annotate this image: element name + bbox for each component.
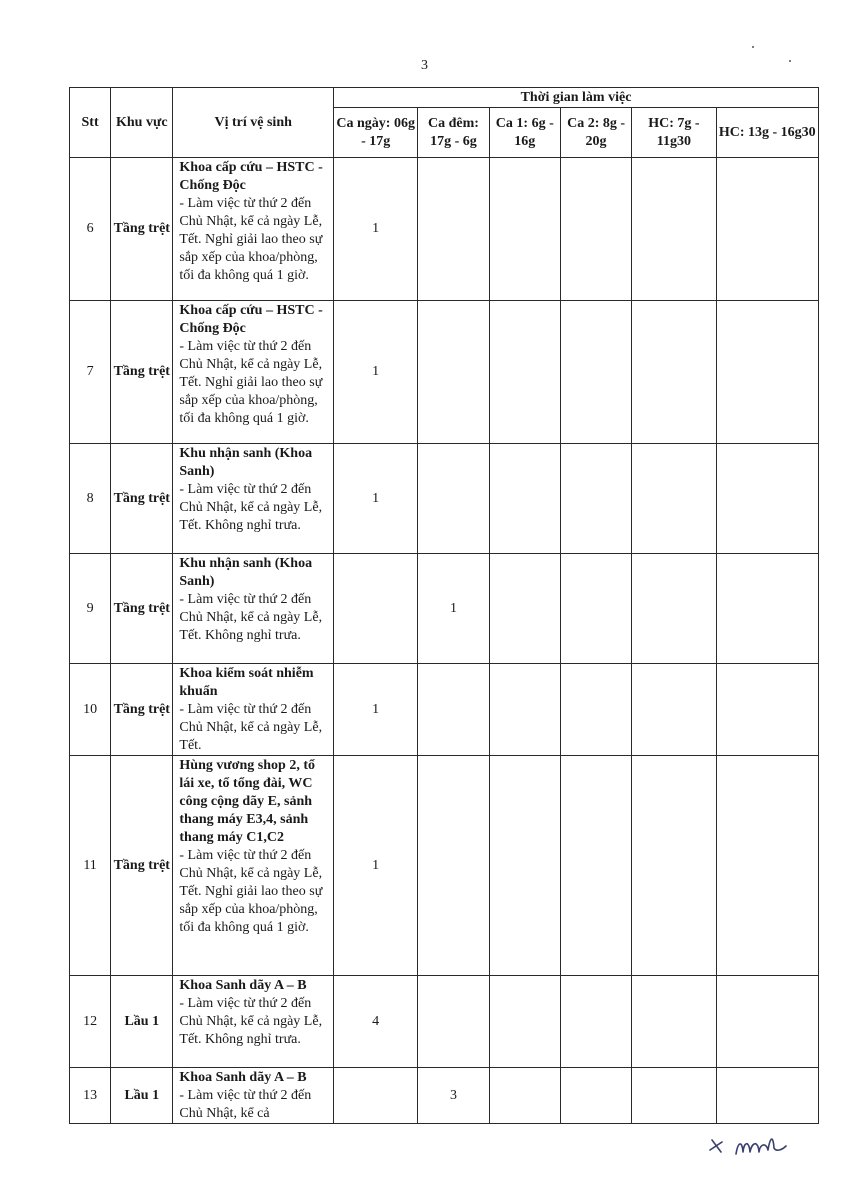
cell-shift-day	[334, 554, 418, 664]
header-shift-2: Ca 2: 8g - 20g	[560, 108, 631, 158]
cell-location	[173, 158, 334, 301]
location-title: Khoa cấp cứu – HSTC - Chống Độc	[179, 160, 323, 193]
cell-shift-night: 3	[418, 1068, 489, 1124]
scan-speck	[752, 46, 754, 48]
cell-shift-hc-afternoon	[716, 756, 818, 976]
table-row	[70, 756, 819, 976]
location-note: - Làm việc từ thứ 2 đến Chủ Nhật, kể cả ngày Lễ, Tết. Không nghỉ trưa.	[179, 482, 323, 533]
cell-stt: 6	[70, 158, 111, 301]
cell-location	[173, 1068, 334, 1124]
scan-speck	[789, 60, 791, 62]
cell-shift-1	[489, 444, 560, 554]
header-area: Khu vực	[111, 88, 173, 158]
cell-shift-hc-morning	[632, 301, 716, 444]
location-title: Khoa Sanh dãy A – B	[179, 1070, 307, 1085]
cell-location	[173, 664, 334, 756]
cell-shift-hc-afternoon	[716, 444, 818, 554]
cell-shift-2	[560, 664, 631, 756]
handwritten-initials-signature	[706, 1128, 826, 1168]
cell-shift-hc-afternoon	[716, 1068, 818, 1124]
cell-shift-night	[418, 756, 489, 976]
header-shift-1: Ca 1: 6g - 16g	[489, 108, 560, 158]
cell-location	[173, 756, 334, 976]
cell-shift-day: 1	[334, 664, 418, 756]
cell-shift-1	[489, 976, 560, 1068]
cell-shift-1	[489, 554, 560, 664]
cell-area: Lầu 1	[111, 1068, 173, 1124]
cell-shift-night: 1	[418, 554, 489, 664]
table-row	[70, 444, 819, 554]
cell-shift-hc-morning	[632, 444, 716, 554]
cell-area: Tầng trệt	[111, 444, 173, 554]
header-time-group: Thời gian làm việc	[334, 88, 819, 108]
location-note: - Làm việc từ thứ 2 đến Chủ Nhật, kể cả ngày Lễ, Tết. Nghỉ giải lao theo sự sắp xếp của khoa/phòng, tối đa không quá 1 giờ.	[179, 196, 323, 283]
header-shift-day: Ca ngày: 06g - 17g	[334, 108, 418, 158]
cell-shift-hc-afternoon	[716, 301, 818, 444]
cell-area: Tầng trệt	[111, 554, 173, 664]
cell-shift-2	[560, 554, 631, 664]
cell-shift-hc-morning	[632, 756, 716, 976]
cell-shift-1	[489, 1068, 560, 1124]
cell-shift-hc-afternoon	[716, 976, 818, 1068]
cell-stt: 9	[70, 554, 111, 664]
cell-shift-2	[560, 301, 631, 444]
cell-area: Tầng trệt	[111, 301, 173, 444]
location-note: - Làm việc từ thứ 2 đến Chủ Nhật, kể cả ngày Lễ, Tết. Không nghỉ trưa.	[179, 996, 323, 1047]
location-note: - Làm việc từ thứ 2 đến Chủ Nhật, kể cả ngày Lễ, Tết. Không nghỉ trưa.	[179, 592, 323, 643]
table-row	[70, 554, 819, 664]
header-shift-hc-morning: HC: 7g - 11g30	[632, 108, 716, 158]
table-row	[70, 1068, 819, 1124]
cell-shift-2	[560, 158, 631, 301]
location-note: - Làm việc từ thứ 2 đến Chủ Nhật, kể cả ngày Lễ, Tết. Nghỉ giải lao theo sự sắp xếp của khoa/phòng, tối đa không quá 1 giờ.	[179, 848, 323, 935]
cell-shift-hc-morning	[632, 664, 716, 756]
cell-stt: 7	[70, 301, 111, 444]
cell-stt: 13	[70, 1068, 111, 1124]
cell-shift-hc-morning	[632, 554, 716, 664]
table-header	[70, 88, 819, 158]
table-row	[70, 158, 819, 301]
cell-shift-day: 4	[334, 976, 418, 1068]
cell-shift-1	[489, 756, 560, 976]
cell-stt: 11	[70, 756, 111, 976]
cell-shift-hc-afternoon	[716, 664, 818, 756]
cell-shift-2	[560, 976, 631, 1068]
table-body	[70, 158, 819, 1124]
cell-shift-night	[418, 664, 489, 756]
cell-shift-hc-afternoon	[716, 158, 818, 301]
header-shift-hc-afternoon: HC: 13g - 16g30	[716, 108, 818, 158]
cell-shift-2	[560, 1068, 631, 1124]
cell-stt: 10	[70, 664, 111, 756]
cell-shift-night	[418, 976, 489, 1068]
cell-shift-1	[489, 664, 560, 756]
cell-location	[173, 976, 334, 1068]
cell-shift-hc-morning	[632, 1068, 716, 1124]
cell-shift-day	[334, 1068, 418, 1124]
cell-shift-day: 1	[334, 158, 418, 301]
cell-area: Tầng trệt	[111, 158, 173, 301]
cell-shift-1	[489, 158, 560, 301]
cell-area: Tầng trệt	[111, 664, 173, 756]
cell-area: Lầu 1	[111, 976, 173, 1068]
cell-shift-hc-morning	[632, 976, 716, 1068]
cell-stt: 8	[70, 444, 111, 554]
cell-shift-day: 1	[334, 444, 418, 554]
location-title: Khoa Sanh dãy A – B	[179, 978, 307, 993]
cell-shift-hc-morning	[632, 158, 716, 301]
location-note: - Làm việc từ thứ 2 đến Chủ Nhật, kể cả	[179, 1088, 312, 1121]
location-title: Khoa kiểm soát nhiễm khuẩn	[179, 666, 314, 699]
cell-shift-2	[560, 444, 631, 554]
location-note: - Làm việc từ thứ 2 đến Chủ Nhật, kể cả ngày Lễ, Tết. Nghỉ giải lao theo sự sắp xếp của khoa/phòng, tối đa không quá 1 giờ.	[179, 339, 323, 426]
header-stt: Stt	[70, 88, 111, 158]
header-shift-night: Ca đêm: 17g - 6g	[418, 108, 489, 158]
location-note: - Làm việc từ thứ 2 đến Chủ Nhật, kể cả ngày Lễ, Tết.	[179, 702, 323, 753]
table-row	[70, 976, 819, 1068]
cell-shift-day: 1	[334, 301, 418, 444]
cell-shift-day: 1	[334, 756, 418, 976]
header-location: Vị trí vệ sinh	[173, 88, 334, 158]
table-row	[70, 301, 819, 444]
location-title: Hùng vương shop 2, tổ lái xe, tổ tổng đài, WC công cộng dãy E, sảnh thang máy E3,4, sảnh thang máy C1,C2	[179, 758, 315, 845]
cell-stt: 12	[70, 976, 111, 1068]
cell-shift-night	[418, 158, 489, 301]
location-title: Khoa cấp cứu – HSTC - Chống Độc	[179, 303, 323, 336]
cleaning-schedule-table	[69, 87, 819, 1124]
cell-shift-1	[489, 301, 560, 444]
page-number: 3	[421, 58, 428, 73]
cell-shift-hc-afternoon	[716, 554, 818, 664]
cell-location	[173, 444, 334, 554]
cell-shift-night	[418, 301, 489, 444]
cell-location	[173, 554, 334, 664]
cell-location	[173, 301, 334, 444]
cell-shift-night	[418, 444, 489, 554]
location-title: Khu nhận sanh (Khoa Sanh)	[179, 556, 313, 589]
cell-shift-2	[560, 756, 631, 976]
table-row	[70, 664, 819, 756]
cell-area: Tầng trệt	[111, 756, 173, 976]
location-title: Khu nhận sanh (Khoa Sanh)	[179, 446, 313, 479]
